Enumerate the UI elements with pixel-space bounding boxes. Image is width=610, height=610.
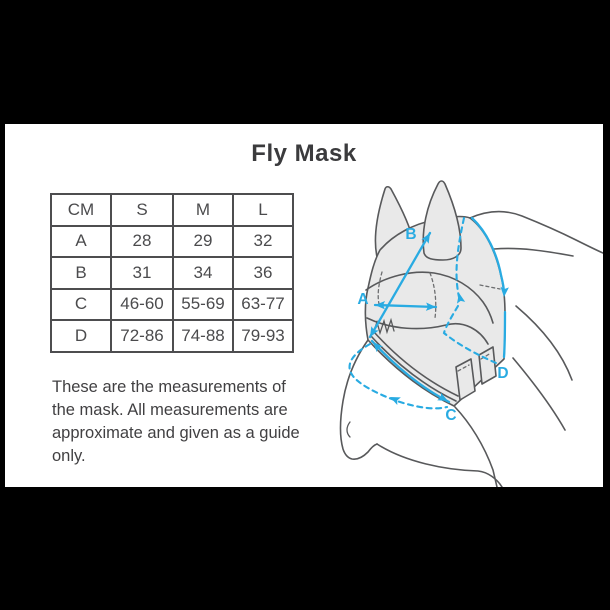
row-label: B bbox=[51, 257, 111, 289]
note-line: only. bbox=[52, 447, 86, 465]
cell: 34 bbox=[173, 257, 233, 289]
diagram-label-c: C bbox=[445, 407, 457, 424]
table-row bbox=[51, 226, 293, 258]
measurement-d-edge-line bbox=[504, 312, 505, 357]
table-row bbox=[51, 257, 293, 289]
note-line: approximate and given as a guide bbox=[52, 424, 300, 442]
cell: 55-69 bbox=[173, 289, 233, 321]
product-info-card bbox=[5, 124, 603, 487]
horse-muzzle-outline bbox=[340, 340, 377, 459]
horse-throat-line bbox=[513, 358, 565, 430]
row-label: A bbox=[51, 226, 111, 258]
cell: 63-77 bbox=[233, 289, 293, 321]
cell: 29 bbox=[173, 226, 233, 258]
header-cell-cm: CM bbox=[51, 194, 111, 226]
horse-jaw-line bbox=[377, 444, 502, 487]
horse-cheek-line bbox=[516, 306, 572, 380]
diagram-label-d: D bbox=[497, 365, 509, 382]
row-label: C bbox=[51, 289, 111, 321]
table-row bbox=[51, 320, 293, 352]
fly-mask-diagram bbox=[330, 160, 603, 487]
header-cell-s: S bbox=[111, 194, 173, 226]
measurement-note bbox=[52, 376, 300, 468]
cell: 36 bbox=[233, 257, 293, 289]
horse-right-ear bbox=[423, 181, 461, 260]
header-cell-m: M bbox=[173, 194, 233, 226]
page-title: Fly Mask bbox=[251, 140, 357, 167]
horse-mane-line-lower bbox=[494, 248, 573, 256]
table-row bbox=[51, 289, 293, 321]
cell: 28 bbox=[111, 226, 173, 258]
cell: 31 bbox=[111, 257, 173, 289]
size-chart-table bbox=[50, 193, 294, 353]
cell: 72-86 bbox=[111, 320, 173, 352]
note-line: These are the measurements of bbox=[52, 378, 286, 396]
diagram-label-a: A bbox=[357, 291, 369, 308]
note-line: the mask. All measurements are bbox=[52, 401, 288, 419]
cell: 32 bbox=[233, 226, 293, 258]
horse-nostril bbox=[347, 422, 350, 437]
table-header-row bbox=[51, 194, 293, 226]
cell: 46-60 bbox=[111, 289, 173, 321]
cell: 74-88 bbox=[173, 320, 233, 352]
mask-strap-left bbox=[456, 359, 475, 400]
cell: 79-93 bbox=[233, 320, 293, 352]
diagram-label-b: B bbox=[405, 226, 417, 243]
row-label: D bbox=[51, 320, 111, 352]
header-cell-l: L bbox=[233, 194, 293, 226]
